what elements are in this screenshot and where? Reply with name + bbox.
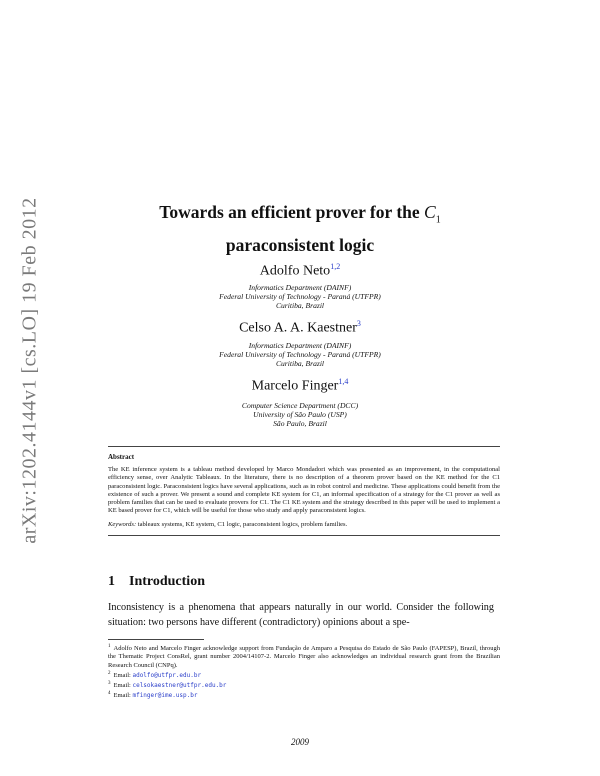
- footnote-rule: [108, 639, 204, 640]
- paper-title: [100, 200, 500, 258]
- section-title: Introduction: [129, 574, 205, 589]
- title-math-c: C: [424, 202, 436, 222]
- keywords-label: Keywords:: [108, 521, 137, 529]
- author-affiliation: Informatics Department (DAINF) Federal University of Technology - Paraná (UTFPR) Curitiba, Brazil: [219, 283, 381, 310]
- footnotes: [108, 643, 500, 701]
- author-marks[interactable]: 1,4: [338, 377, 349, 386]
- footnote: $^3$ Email: celsokaestner@utfpr.edu.br: [108, 681, 227, 690]
- author-affiliation: Informatics Department (DAINF) Federal University of Technology - Paraná (UTFPR) Curitiba, Brazil: [219, 341, 381, 368]
- author-affiliation: Computer Science Department (DCC) University of São Paulo (USP) São Paulo, Brazil: [241, 401, 359, 428]
- keywords: [108, 521, 500, 529]
- author-marks[interactable]: 3: [356, 319, 361, 328]
- body-paragraph: Inconsistency is a phenomena that appears naturally in our world. Consider the following situation: two persons have different (contradictory) opinions about a spe-: [108, 602, 494, 628]
- section-number: 1: [108, 574, 115, 589]
- footnote: $^1$ Adolfo Neto and Marcelo Finger acknowledge support from Fundação de Amparo a Pesquisa do Estado de São Paulo (FAPESP), Brazil, through the Thematic Project ConsRel, grant number 2004/14107-2. Marcelo Finger also acknowledges an individual research grant from the Brazilian Research Council (CNPq).: [108, 644, 500, 669]
- author-name: Celso A. A. Kaestner$^3$: [239, 319, 361, 336]
- title-line-1: Towards an efficient prover for the: [159, 202, 420, 222]
- abstract-box: [108, 446, 500, 536]
- email-link[interactable]: adolfo@utfpr.edu.br: [132, 671, 202, 679]
- page-number: 2009: [291, 737, 309, 747]
- footnote: $^2$ Email: adolfo@utfpr.edu.br: [108, 670, 202, 679]
- email-link[interactable]: celsokaestner@utfpr.edu.br: [132, 682, 227, 690]
- arxiv-sidebar-stamp: [8, 190, 52, 550]
- abstract-heading: Abstract: [108, 453, 135, 461]
- email-link[interactable]: mfinger@ime.usp.br: [132, 692, 198, 700]
- title-math-sub: 1: [435, 214, 441, 226]
- keywords-text: tableaux systems, KE system, C1 logic, paraconsistent logics, problem families.: [137, 521, 348, 529]
- arxiv-id: arXiv:1202.4144v1 [cs.LO] 19 Feb 2012: [18, 196, 41, 544]
- author-name: Marcelo Finger$^{1,4}$: [251, 377, 349, 394]
- author-name: Adolfo Neto$^{1,2}$: [259, 262, 341, 279]
- author-marks[interactable]: 1,2: [330, 262, 341, 271]
- footnote: $^4$ Email: mfinger@ime.usp.br: [108, 691, 198, 700]
- abstract-text: The KE inference system is a tableau method developed by Marco Mondadori which was presented as an improvement, in the computational efficiency sense, over Analytic Tableaux. In the literature, there is no description of a theorem prover based on the KE method for the C1 paraconsistent logic. Paraconsistent logics have several applications, such as in robot control and medicine. These applications could benefit from the existence of such a prover. We present a sound and complete KE system for C1, an informal specification of a strategy for the C1 prover as well as problem families that can be used to evaluate provers for C1. The C1 KE system and the strategy described in this paper will be used to implement a KE based prover for C1, which will be useful for those who study and apply paraconsistent logics.: [108, 466, 500, 515]
- section-heading: [108, 574, 205, 590]
- title-line-2: paraconsistent logic: [225, 234, 375, 255]
